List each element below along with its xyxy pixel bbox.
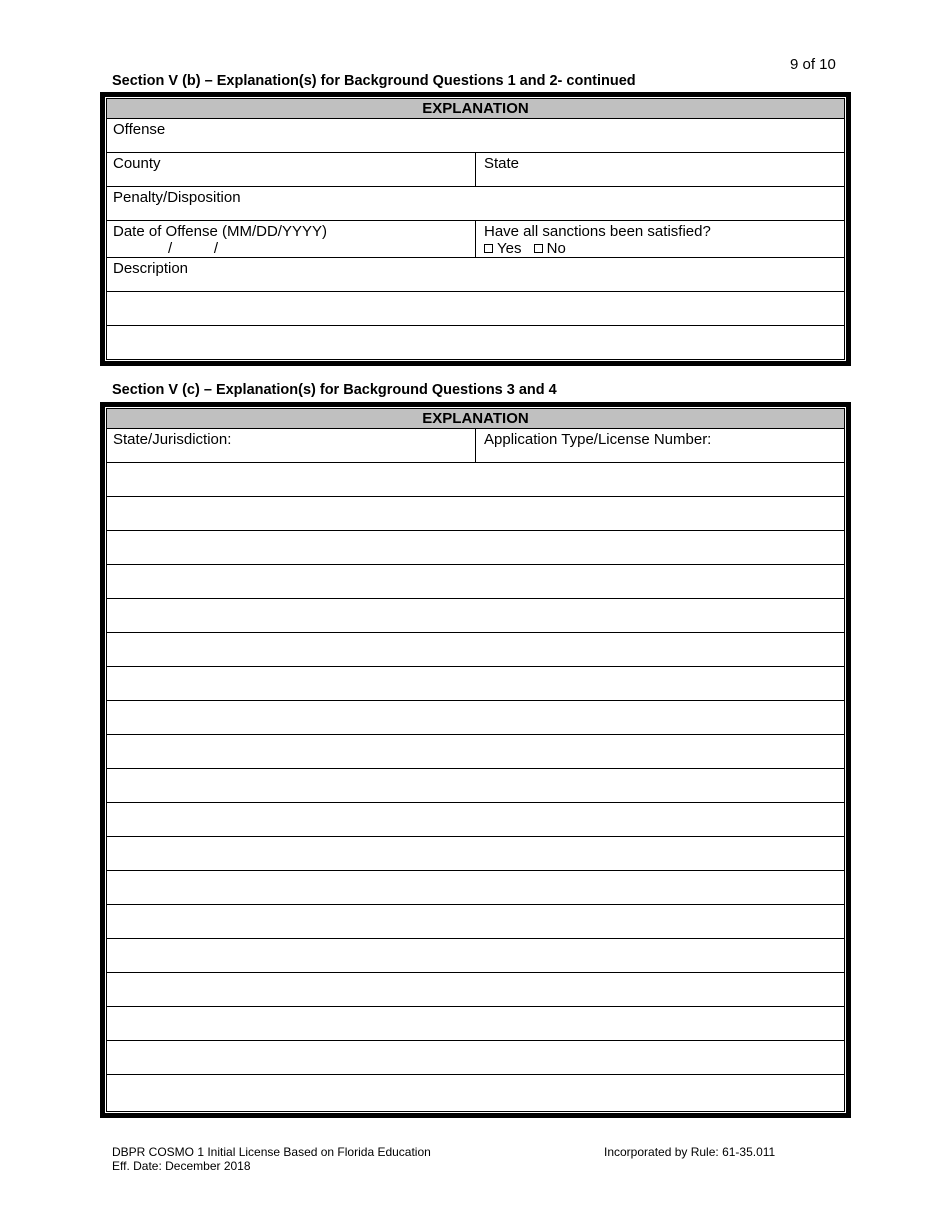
explanation-line[interactable] [107, 905, 844, 939]
explanation-line[interactable] [107, 667, 844, 701]
state-label: State [484, 155, 520, 172]
yes-checkbox[interactable] [484, 244, 493, 253]
penalty-label: Penalty/Disposition [113, 189, 241, 206]
county-field[interactable] [107, 153, 475, 186]
section-c-title: Section V (c) – Explanation(s) for Background Questions 3 and 4 [112, 382, 557, 398]
yes-option[interactable] [484, 240, 521, 257]
section-c-table [100, 402, 851, 1118]
no-label: No [546, 240, 566, 257]
footer-rule: Incorporated by Rule: 61-35.011 [604, 1145, 776, 1159]
section-c-inner [106, 408, 845, 1112]
description-label: Description [113, 260, 189, 277]
section-b-table [100, 92, 851, 366]
sanctions-options [484, 240, 844, 257]
date-label: Date of Offense (MM/DD/YYYY) [113, 223, 327, 240]
jurisdiction-label: State/Jurisdiction: [113, 431, 232, 448]
jurisdiction-field[interactable] [107, 429, 475, 462]
date-sanctions-row [107, 221, 844, 258]
section-b-header: EXPLANATION [107, 99, 844, 119]
section-b-inner [106, 98, 845, 360]
section-b-title: Section V (b) – Explanation(s) for Background Questions 1 and 2- continued [112, 73, 636, 89]
explanation-line[interactable] [107, 633, 844, 667]
explanation-line[interactable] [107, 497, 844, 531]
offense-label: Offense [113, 121, 166, 138]
offense-row[interactable] [107, 119, 844, 153]
application-label: Application Type/License Number: [484, 431, 712, 448]
explanation-line[interactable] [107, 463, 844, 497]
section-c-header: EXPLANATION [107, 409, 844, 429]
county-state-row [107, 153, 844, 187]
explanation-line[interactable] [107, 1041, 844, 1075]
explanation-line[interactable] [107, 871, 844, 905]
explanation-line[interactable] [107, 939, 844, 973]
explanation-line[interactable] [107, 973, 844, 1007]
footer-form-name: DBPR COSMO 1 Initial License Based on Florida Education [112, 1145, 431, 1159]
yes-label: Yes [497, 240, 522, 257]
explanation-line[interactable] [107, 599, 844, 633]
explanation-line[interactable] [107, 735, 844, 769]
explanation-line[interactable] [107, 1075, 844, 1109]
footer-eff-date: Eff. Date: December 2018 [112, 1159, 251, 1173]
footer-right [604, 1145, 775, 1159]
no-option[interactable] [534, 240, 566, 257]
explanation-line[interactable] [107, 531, 844, 565]
description-row[interactable] [107, 258, 844, 292]
penalty-row[interactable] [107, 187, 844, 221]
page-number: 9 of 10 [790, 56, 836, 73]
explanation-line[interactable] [107, 565, 844, 599]
explanation-line[interactable] [107, 701, 844, 735]
sanctions-question: Have all sanctions been satisfied? [484, 223, 711, 240]
explanation-line[interactable] [107, 803, 844, 837]
date-slashes: / / [168, 240, 219, 257]
date-of-offense-field[interactable] [107, 221, 475, 257]
jurisdiction-row [107, 429, 844, 463]
explanation-line[interactable] [107, 769, 844, 803]
state-field[interactable] [475, 153, 844, 186]
description-line[interactable] [107, 326, 844, 360]
explanation-line[interactable] [107, 1007, 844, 1041]
description-line[interactable] [107, 292, 844, 326]
county-label: County [113, 155, 161, 172]
sanctions-field [475, 221, 844, 257]
application-field[interactable] [475, 429, 844, 462]
explanation-line[interactable] [107, 837, 844, 871]
footer-left [112, 1145, 431, 1173]
no-checkbox[interactable] [534, 244, 543, 253]
